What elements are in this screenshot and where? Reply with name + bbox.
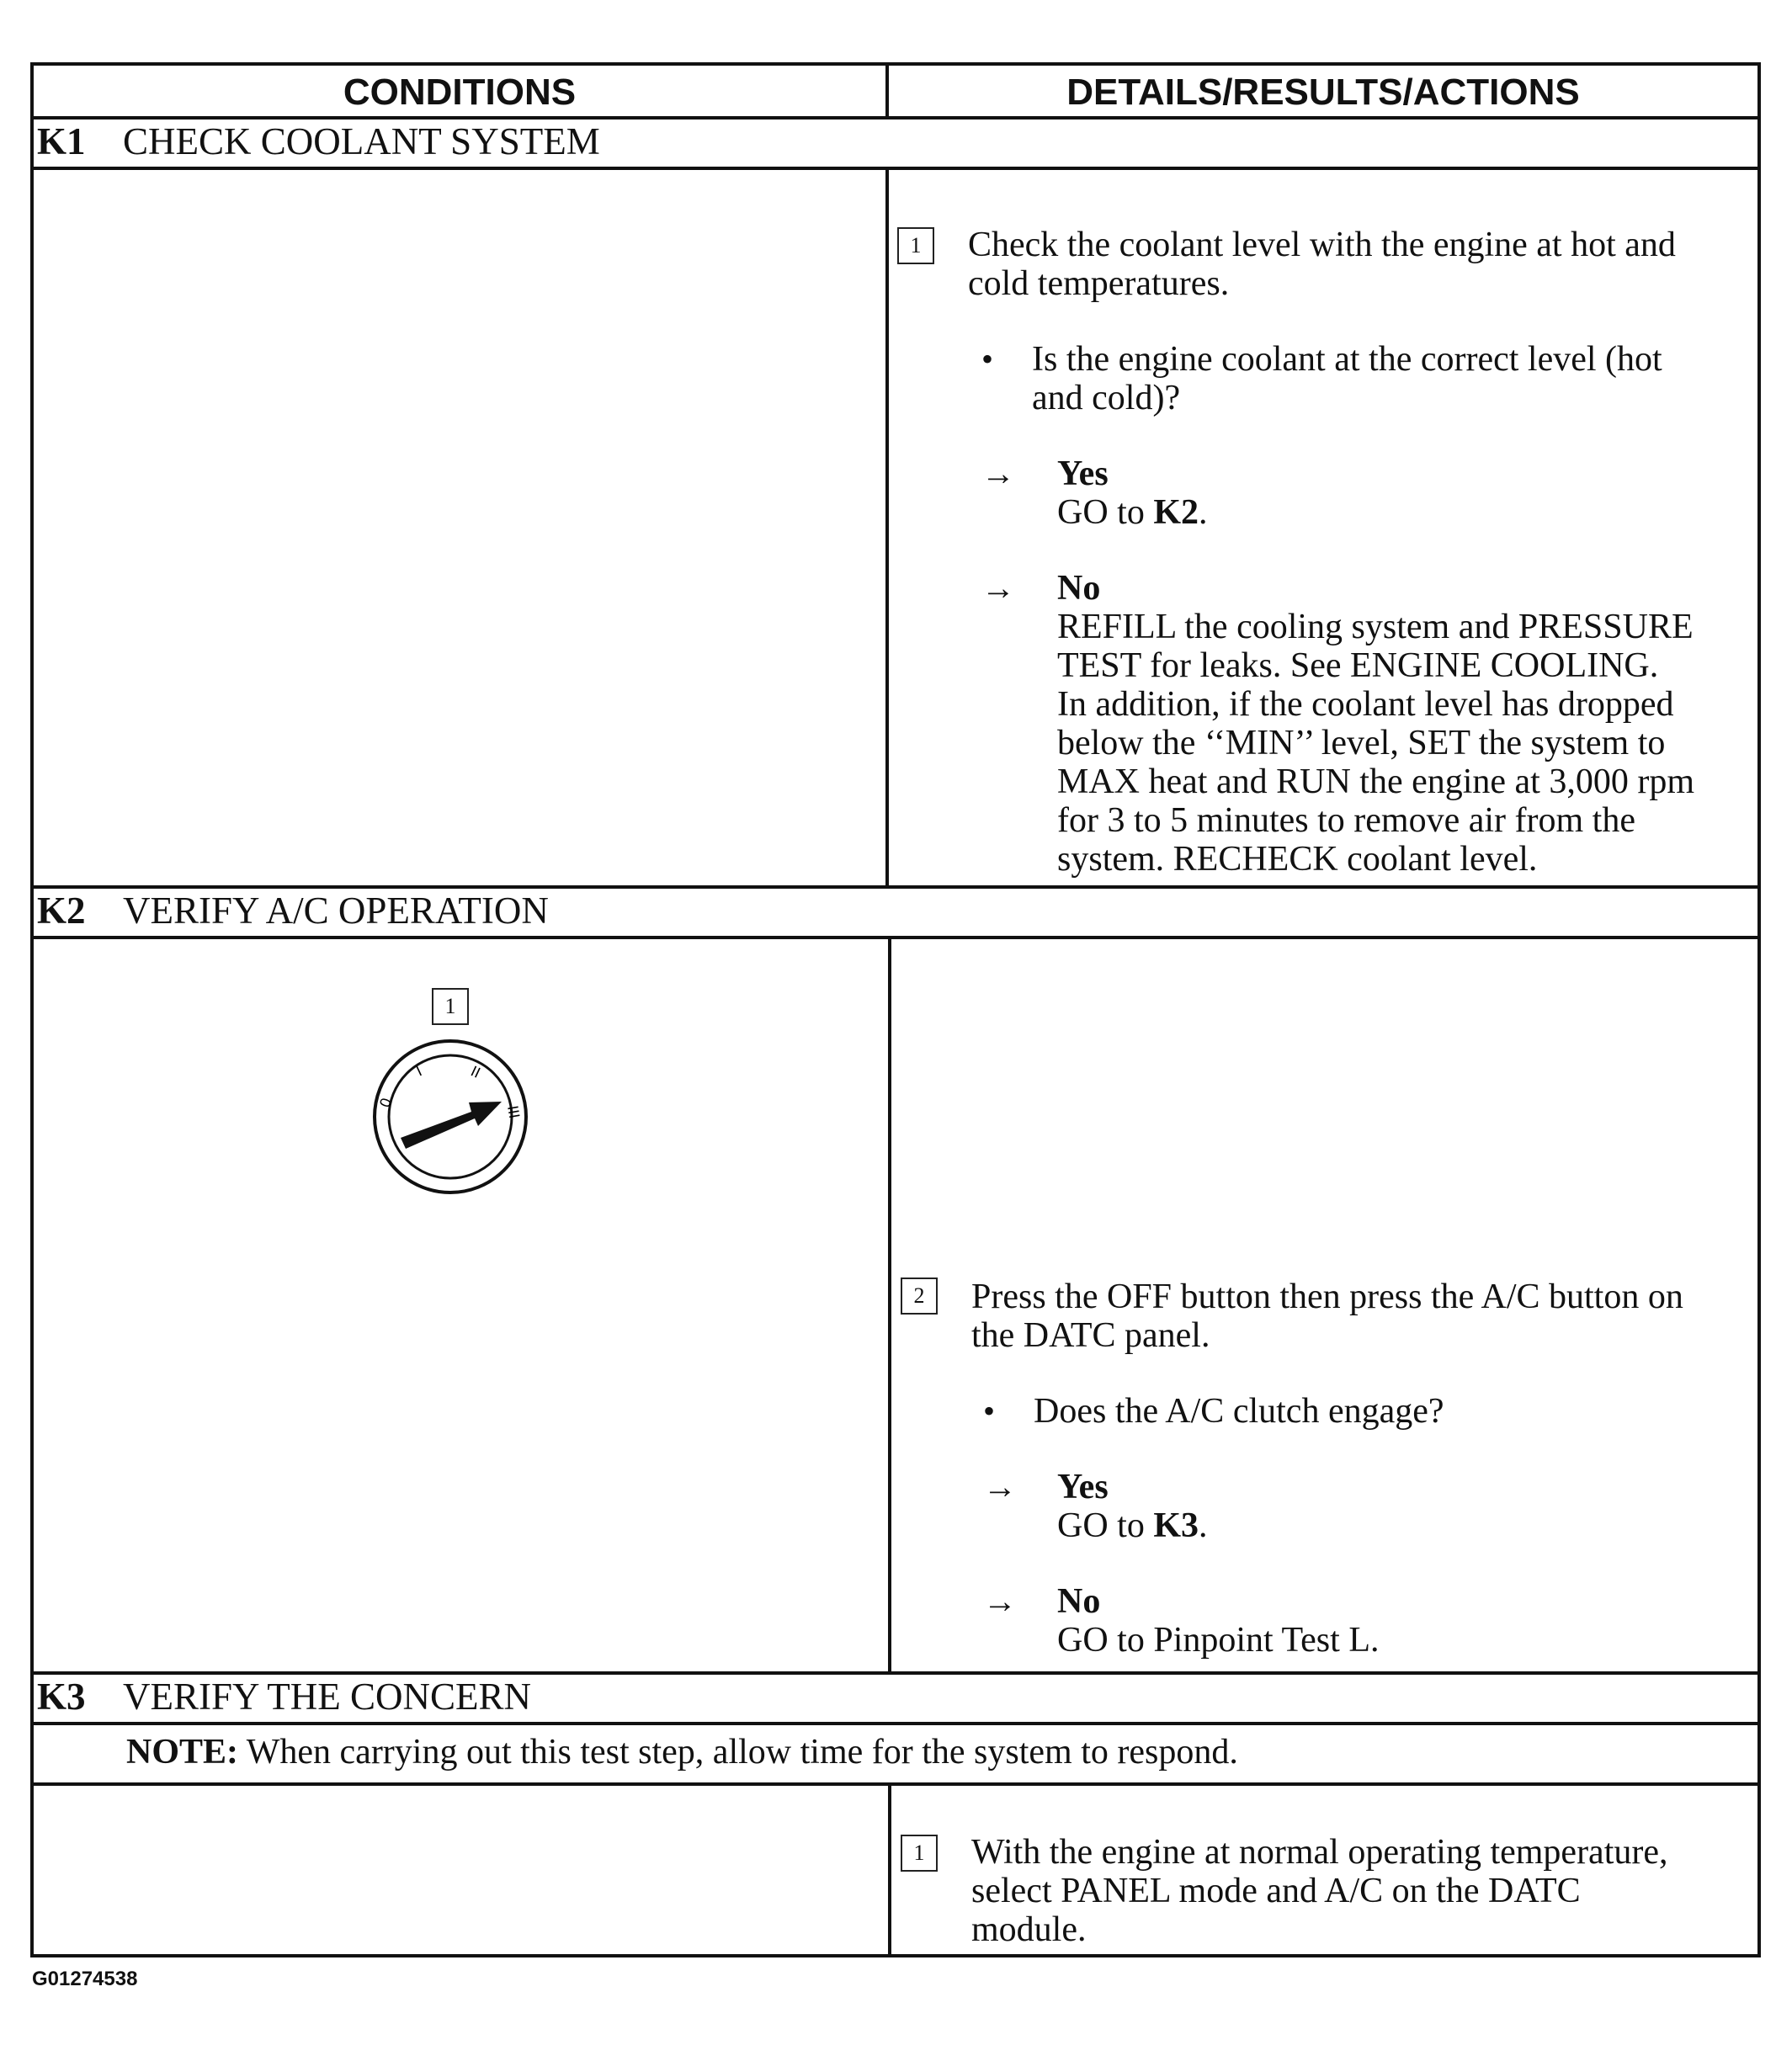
k1-step-title [37,118,600,165]
k2-step-title-text: VERIFY A/C OPERATION [123,890,549,932]
ignition-mark-ii: II [468,1062,483,1081]
k3-step-title-text: VERIFY THE CONCERN [123,1676,532,1718]
k1-no-line4: below the ‘‘MIN’’ level, SET the system to [1057,724,1666,762]
k3-note [126,1729,1238,1776]
k1-instruction-line1: Check the coolant level with the engine at hot and [968,226,1676,264]
k2-yes-arrow-icon: → [983,1468,1017,1506]
k2-yes-action-target: K3 [1153,1506,1199,1545]
k1-no-label: No [1057,569,1101,608]
k3-step-title [37,1673,531,1720]
k3-instruction-line3: module. [971,1910,1087,1949]
k1-step-title-text: CHECK COOLANT SYSTEM [123,120,600,162]
k1-yes-label: Yes [1057,454,1109,493]
k2-instruction-line2: the DATC panel. [971,1316,1210,1355]
k2-column-divider [888,936,891,1675]
table-bottom-border [30,1954,1761,1957]
k1-yes-action: GO to K2. [1057,493,1208,532]
k1-step-number-box: 1 [897,227,934,264]
k2-question-bullet: • [983,1392,996,1430]
ignition-mark-i: I [413,1062,425,1080]
k2-no-label: No [1057,1582,1101,1621]
k1-step-code: K1 [37,120,86,162]
details-column-header: DETAILS/RESULTS/ACTIONS [1066,72,1580,113]
k2-no-action: GO to Pinpoint Test L. [1057,1621,1380,1660]
k3-note-bottom-border [30,1782,1761,1786]
k3-step-number-box: 1 [901,1835,938,1872]
k2-no-arrow-icon: → [983,1582,1017,1620]
k1-title-bottom-border [30,167,1761,170]
k3-title-bottom-border [30,1722,1761,1725]
k1-yes-arrow-icon: → [981,454,1015,492]
ignition-mark-iii: III [504,1104,524,1120]
k2-title-bottom-border [30,936,1761,939]
k1-question-bullet: • [981,340,994,378]
ignition-switch-inner-ring [389,1055,512,1178]
k1-question-line2: and cold)? [1032,379,1181,417]
k3-step-code: K3 [37,1676,86,1718]
k1-no-line2: TEST for leaks. See ENGINE COOLING. [1057,646,1659,685]
k1-yes-action-prefix: GO to [1057,493,1154,532]
ignition-mark-0: 0 [375,1096,396,1110]
k2-instruction-line1: Press the OFF button then press the A/C button on [971,1278,1683,1316]
k3-instruction-line2: select PANEL mode and A/C on the DATC [971,1872,1581,1910]
k3-note-text: When carrying out this test step, allow time for the system to respond. [238,1733,1238,1772]
k1-column-divider [885,167,889,889]
k2-yes-action: GO to K3. [1057,1506,1208,1545]
graphic-id: G01274538 [32,1968,138,1990]
conditions-column-header: CONDITIONS [343,72,577,113]
k1-no-arrow-icon: → [981,569,1015,607]
k2-yes-label: Yes [1057,1468,1109,1506]
ignition-switch-diagram [370,1031,539,1199]
k3-column-divider [888,1782,891,1957]
table-left-border [30,62,34,1957]
k1-no-line6: for 3 to 5 minutes to remove air from the [1057,801,1635,840]
k1-yes-action-target: K2 [1153,493,1199,532]
k2-diagram-step-number-box: 1 [432,988,469,1025]
k1-question-line1: Is the engine coolant at the correct level (hot [1032,340,1662,379]
ignition-switch-outer-ring [375,1041,526,1193]
k1-no-line7: system. RECHECK coolant level. [1057,840,1538,879]
table-right-border [1757,62,1761,1957]
k1-no-line1: REFILL the cooling system and PRESSURE [1057,608,1694,646]
k1-no-line3: In addition, if the coolant level has dropped [1057,685,1674,724]
k1-instruction-line2: cold temperatures. [968,264,1230,303]
ignition-key-arrow-icon [401,1102,502,1149]
k2-step-code: K2 [37,890,86,932]
k2-question: Does the A/C clutch engage? [1034,1392,1444,1431]
k1-no-line5: MAX heat and RUN the engine at 3,000 rpm [1057,762,1695,801]
k2-yes-action-prefix: GO to [1057,1506,1154,1545]
k2-step-number-box: 2 [901,1278,938,1315]
k2-step-title [37,887,549,934]
k3-instruction-line1: With the engine at normal operating temperature, [971,1833,1668,1872]
k3-note-label: NOTE: [126,1733,239,1772]
table-top-border [30,62,1761,66]
